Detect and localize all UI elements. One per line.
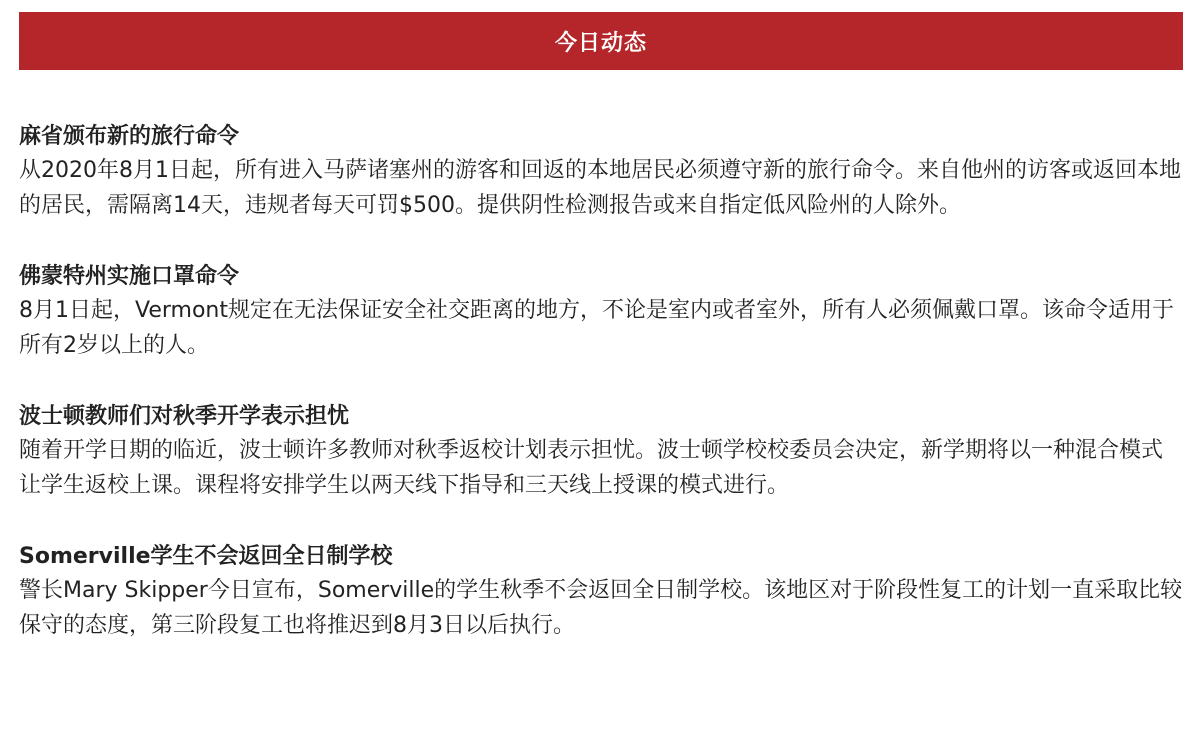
section-title: 今日动态 [554, 30, 647, 56]
news-body: 从2020年8月1日起，所有进入马萨诸塞州的游客和回返的本地居民必须遵守新的旅行命令。来自他州的访客或返回本地的居民，需隔离14天，违规者每天可罚$500。提供阴性检测报告或来自指定低风险州的人除外。 [19, 158, 1181, 218]
news-body: 8月1日起，Vermont规定在无法保证安全社交距离的地方，不论是室内或者室外，所有人必须佩戴口罩。该命令适用于所有2岁以上的人。 [19, 298, 1174, 358]
news-body: 警长Mary Skipper今日宣布，Somerville的学生秋季不会返回全日制学校。该地区对于阶段性复工的计划一直采取比较保守的态度，第三阶段复工也将推迟到8月3日以后执行。 [19, 578, 1183, 638]
section-header-banner [19, 12, 1183, 70]
news-item [19, 260, 1183, 363]
news-headline: 麻省颁布新的旅行命令 [19, 124, 240, 149]
news-item [19, 540, 1183, 643]
news-headline: 佛蒙特州实施口罩命令 [19, 264, 240, 289]
news-list [19, 120, 1183, 643]
news-item [19, 400, 1183, 503]
news-item [19, 120, 1183, 223]
news-headline: Somerville学生不会返回全日制学校 [19, 544, 393, 569]
news-body: 随着开学日期的临近，波士顿许多教师对秋季返校计划表示担忧。波士顿学校校委员会决定，新学期将以一种混合模式让学生返校上课。课程将安排学生以两天线下指导和三天线上授课的模式进行。 [19, 438, 1164, 498]
news-headline: 波士顿教师们对秋季开学表示担忧 [19, 404, 350, 429]
